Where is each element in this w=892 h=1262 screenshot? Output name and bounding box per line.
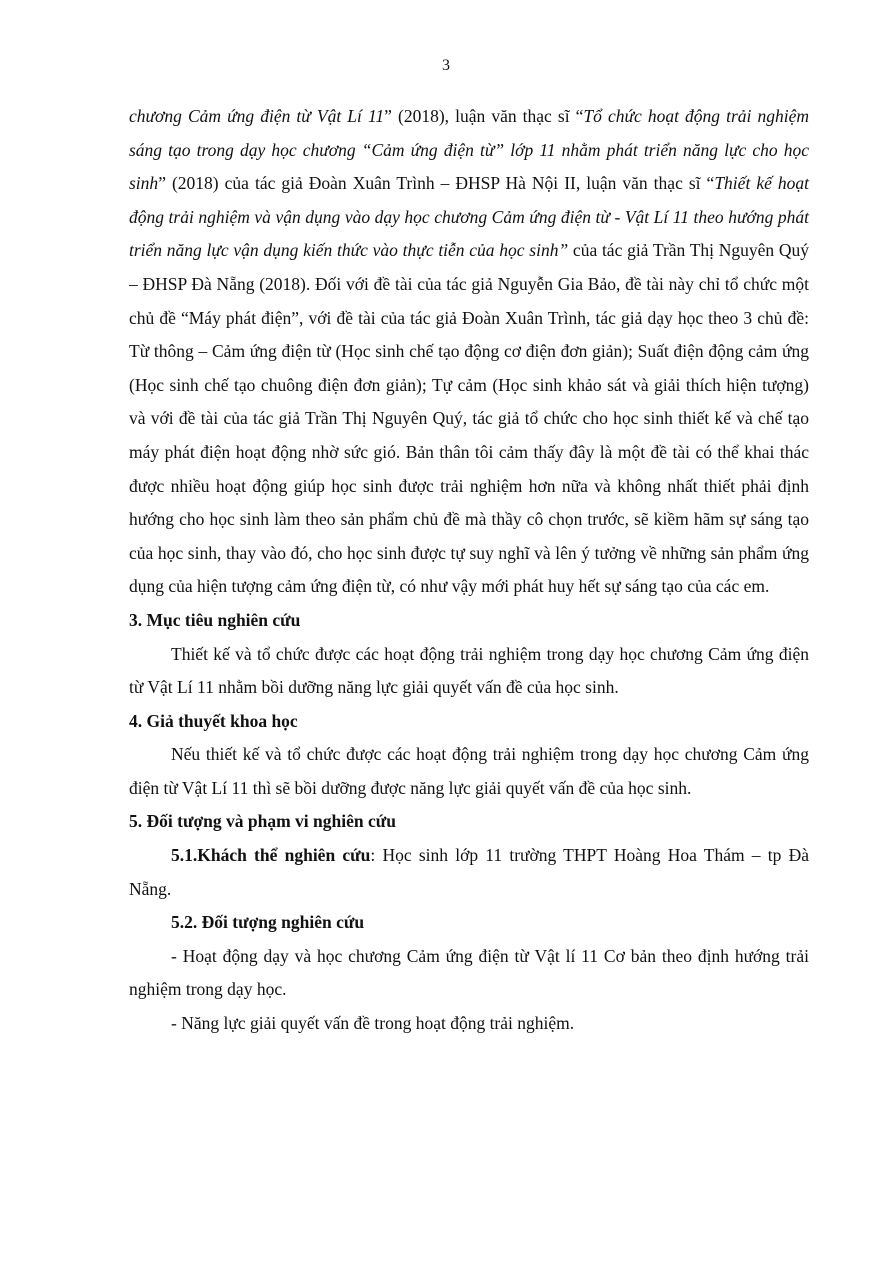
section-5-2-bullet-1: - Hoạt động dạy và học chương Cảm ứng điện từ Vật lí 11 Cơ bản theo định hướng trải nghiệm trong dạy học. [129,945,809,1000]
intro-italic-3: Thiết kế hoạt động trải nghiệm và vận dụng vào dạy học chương Cảm ứng điện từ - Vật Lí 11 theo hướng phát triển năng lực vận dụng kiến thức vào thực tiễn của học sinh” [129,173,809,261]
intro-text-3: của tác giả Trần Thị Nguyên Quý – ĐHSP Đà Nẵng (2018). Đối với đề tài của tác giả Nguyễn Gia Bảo, đề tài này chỉ tổ chức một chủ đề “Máy phát điện”, với đề tài của tác giả Đoàn Xuân Trình, tác giả dạy học theo 3 chủ đề: Từ thông – Cảm ứng điện từ (Học sinh chế tạo động cơ điện đơn giản); Suất điện động cảm ứng (Học sinh chế tạo chuông điện đơn giản); Tự cảm (Học sinh khảo sát và giải thích hiện tượng) và với đề tài của tác giả Trần Thị Nguyên Quý, tác giả tổ chức cho học sinh thiết kế và chế tạo máy phát điện hoạt động nhờ sức gió. Bản thân tôi cảm thấy đây là một đề tài có thể khai thác được nhiều hoạt động giúp học sinh được trải nghiệm hơn nữa và không nhất thiết phải định hướng cho học sinh làm theo sản phẩm chủ đề mà thầy cô chọn trước, sẽ kiềm hãm sự sáng tạo của học sinh, thay vào đó, cho học sinh được tự suy nghĩ và lên ý tưởng về những sản phẩm ứng dụng của hiện tượng cảm ứng điện từ, có như vậy mới phát huy hết sự sáng tạo của các em. [129,240,810,597]
section-5-2-bullet-2: - Năng lực giải quyết vấn đề trong hoạt động trải nghiệm. [171,1013,575,1034]
section-3-body: Thiết kế và tổ chức được các hoạt động trải nghiệm trong dạy học chương Cảm ứng điện từ Vật Lí 11 nhằm bồi dưỡng năng lực giải quyết vấn đề của học sinh. [129,643,809,698]
intro-italic-2: Tổ chức hoạt động trải nghiệm sáng tạo trong dạy học chương “Cảm ứng điện từ” lớp 11 nhằm phát triển năng lực cho học sinh [129,106,810,194]
section-5-1-text: : Học sinh lớp 11 trường THPT Hoàng Hoa Thám – tp Đà Nẵng. [129,845,809,899]
page-content [129,100,809,1041]
intro-italic-1: chương Cảm ứng điện từ Vật Lí 11 [129,106,385,126]
section-5-2-heading: 5.2. Đối tượng nghiên cứu [171,912,365,933]
section-4-body: Nếu thiết kế và tổ chức được các hoạt động trải nghiệm trong dạy học chương Cảm ứng điện từ Vật Lí 11 thì sẽ bồi dưỡng được năng lực giải quyết vấn đề của học sinh. [129,744,809,798]
section-3-heading: 3. Mục tiêu nghiên cứu [129,609,301,630]
page-number: 3 [442,57,450,74]
intro-text-2: ” (2018) của tác giả Đoàn Xuân Trình – ĐHSP Hà Nội II, luận văn thạc sĩ “ [158,173,715,194]
intro-text-1: ” (2018), luận văn thạc sĩ “ [384,106,584,126]
intro-paragraph [129,100,809,604]
section-5-heading: 5. Đối tượng và phạm vi nghiên cứu [129,811,396,832]
section-4-heading: 4. Giả thuyết khoa học [129,710,298,731]
section-5-1-label: 5.1.Khách thể nghiên cứu [171,845,371,866]
section-5-1-paragraph [129,839,809,906]
